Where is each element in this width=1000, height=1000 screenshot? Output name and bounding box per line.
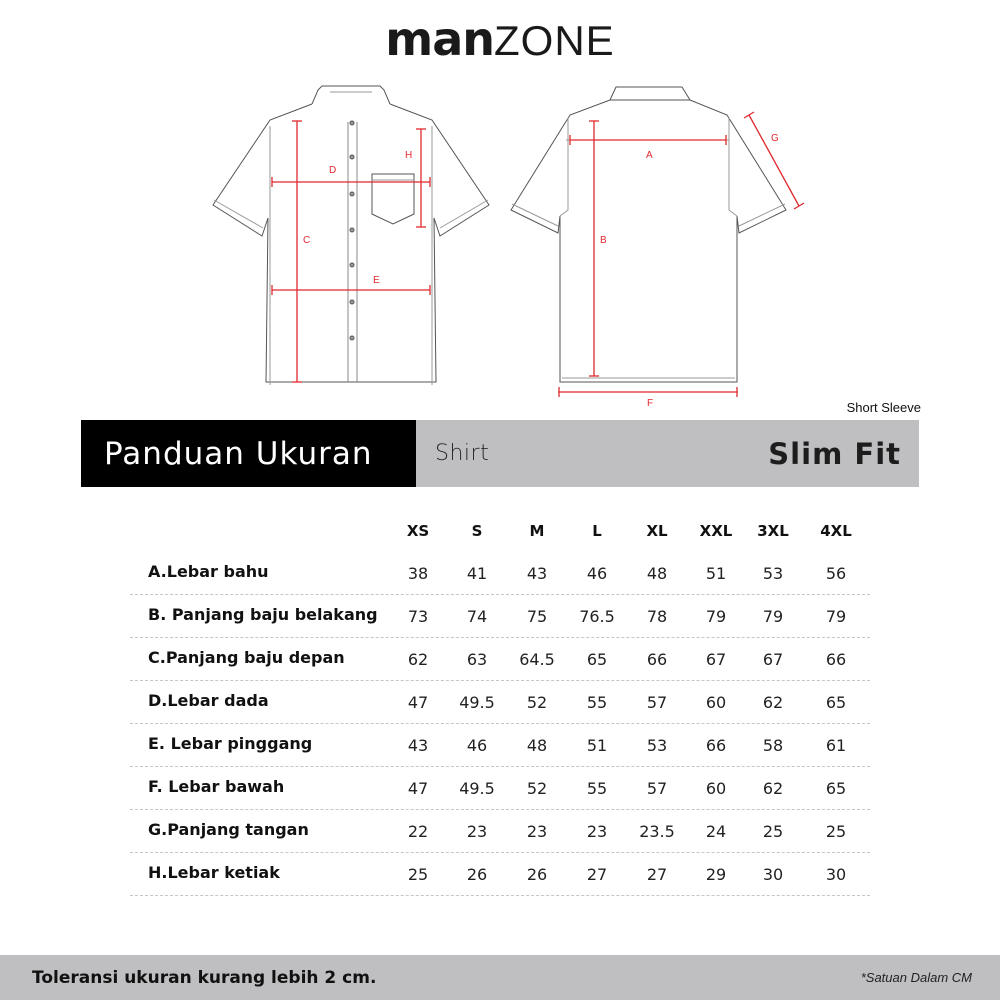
table-cell: 67: [705, 650, 727, 669]
table-row: [130, 853, 870, 896]
table-cell: 52: [526, 693, 548, 712]
table-cell: 79: [762, 607, 784, 626]
measurement-label: F. Lebar bawah: [148, 777, 285, 796]
size-header: S: [471, 522, 483, 540]
table-cell: 48: [526, 736, 548, 755]
table-cell: 62: [762, 779, 784, 798]
table-cell: 25: [825, 822, 847, 841]
table-cell: 78: [646, 607, 668, 626]
back-shirt-icon: [511, 87, 786, 382]
table-cell: 43: [526, 564, 548, 583]
footer-bar: [0, 955, 1000, 1000]
table-cell: 65: [825, 779, 847, 798]
sleeve-caption: Short Sleeve: [846, 400, 921, 415]
table-cell: 29: [705, 865, 727, 884]
table-cell: 47: [407, 693, 429, 712]
label-g: G: [771, 133, 779, 144]
table-cell: 41: [466, 564, 488, 583]
table-cell: 49.5: [459, 693, 495, 712]
label-a: A: [646, 150, 653, 161]
table-row: [130, 767, 870, 810]
table-cell: 26: [466, 865, 488, 884]
fit-type: Slim Fit: [768, 436, 901, 471]
table-row: [130, 681, 870, 724]
table-row: [130, 724, 870, 767]
label-d: D: [329, 165, 337, 176]
table-row: [130, 810, 870, 853]
table-cell: 73: [407, 607, 429, 626]
logo-light-text: ZONE: [494, 17, 615, 64]
table-cell: 26: [526, 865, 548, 884]
table-cell: 25: [407, 865, 429, 884]
table-cell: 65: [586, 650, 608, 669]
table-cell: 48: [646, 564, 668, 583]
size-table: [130, 512, 870, 896]
table-cell: 57: [646, 693, 668, 712]
table-cell: 23: [586, 822, 608, 841]
label-h: H: [405, 150, 413, 161]
table-cell: 25: [762, 822, 784, 841]
measurement-label: C.Panjang baju depan: [148, 648, 345, 667]
size-header: XXL: [699, 522, 733, 540]
size-header: XL: [646, 522, 668, 540]
table-cell: 55: [586, 693, 608, 712]
table-cell: 46: [586, 564, 608, 583]
product-category: Shirt: [435, 441, 490, 466]
table-cell: 58: [762, 736, 784, 755]
table-cell: 24: [705, 822, 727, 841]
table-cell: 27: [586, 865, 608, 884]
table-cell: 79: [705, 607, 727, 626]
table-cell: 67: [762, 650, 784, 669]
table-row: [130, 595, 870, 638]
table-cell: 76.5: [579, 607, 615, 626]
measurement-label: E. Lebar pinggang: [148, 734, 313, 753]
table-cell: 47: [407, 779, 429, 798]
table-cell: 60: [705, 693, 727, 712]
table-cell: 22: [407, 822, 429, 841]
shirt-measurement-diagram: [0, 70, 1000, 410]
size-header-row: [130, 512, 870, 552]
measurement-label: G.Panjang tangan: [148, 820, 309, 839]
label-c: C: [303, 235, 311, 246]
size-header: XS: [406, 522, 430, 540]
table-cell: 43: [407, 736, 429, 755]
table-cell: 64.5: [519, 650, 555, 669]
guide-title: Panduan Ukuran: [81, 420, 416, 487]
table-cell: 51: [705, 564, 727, 583]
table-cell: 66: [646, 650, 668, 669]
size-header: 4XL: [820, 522, 852, 540]
table-cell: 51: [586, 736, 608, 755]
table-cell: 56: [825, 564, 847, 583]
table-cell: 30: [825, 865, 847, 884]
label-f: F: [647, 398, 654, 409]
table-row: [130, 552, 870, 595]
table-row: [130, 638, 870, 681]
table-cell: 23.5: [639, 822, 675, 841]
tolerance-note: Toleransi ukuran kurang lebih 2 cm.: [32, 967, 377, 988]
size-guide-header: [81, 420, 919, 487]
table-cell: 23: [466, 822, 488, 841]
table-cell: 75: [526, 607, 548, 626]
size-header: M: [529, 522, 545, 540]
measurement-label: H.Lebar ketiak: [148, 863, 280, 882]
table-cell: 79: [825, 607, 847, 626]
table-cell: 61: [825, 736, 847, 755]
table-cell: 53: [646, 736, 668, 755]
table-cell: 46: [466, 736, 488, 755]
table-cell: 52: [526, 779, 548, 798]
table-cell: 62: [407, 650, 429, 669]
table-cell: 62: [762, 693, 784, 712]
table-cell: 23: [526, 822, 548, 841]
table-cell: 30: [762, 865, 784, 884]
table-cell: 38: [407, 564, 429, 583]
measurement-label: A.Lebar bahu: [148, 562, 269, 581]
unit-note: *Satuan Dalam CM: [860, 970, 972, 985]
table-cell: 57: [646, 779, 668, 798]
measurement-label: B. Panjang baju belakang: [148, 605, 378, 624]
size-header: 3XL: [757, 522, 789, 540]
logo-bold-text: man: [385, 12, 495, 66]
label-e: E: [373, 275, 380, 286]
size-header: L: [592, 522, 602, 540]
table-cell: 74: [466, 607, 488, 626]
guide-subheader: [416, 420, 919, 487]
table-cell: 53: [762, 564, 784, 583]
table-cell: 27: [646, 865, 668, 884]
table-cell: 65: [825, 693, 847, 712]
measurement-label: D.Lebar dada: [148, 691, 269, 710]
table-cell: 60: [705, 779, 727, 798]
table-cell: 66: [825, 650, 847, 669]
table-cell: 63: [466, 650, 488, 669]
brand-logo: [0, 14, 1000, 75]
table-cell: 55: [586, 779, 608, 798]
label-b: B: [600, 235, 607, 246]
table-cell: 66: [705, 736, 727, 755]
shirt-illustrations: [0, 70, 1000, 410]
table-cell: 49.5: [459, 779, 495, 798]
front-shirt-icon: [213, 86, 489, 385]
